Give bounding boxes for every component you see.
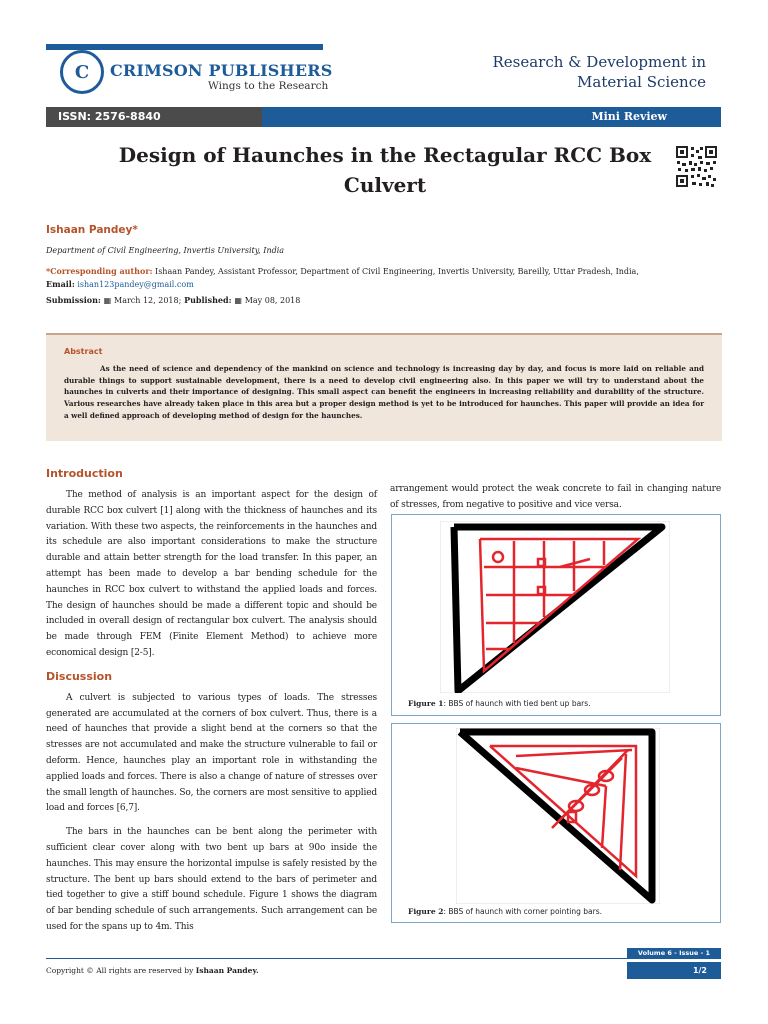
journal-name-line2: Material Science <box>577 73 706 91</box>
author-affiliation: Department of Civil Engineering, Invertis University, India <box>46 246 285 255</box>
figure-2-caption-text: : BBS of haunch with corner pointing bars. <box>443 907 603 916</box>
copyright-notice <box>46 966 259 975</box>
journal-name-line1: Research & Development in <box>492 53 706 71</box>
publisher-logo[interactable] <box>46 44 333 104</box>
figure-2-label: Figure 2 <box>408 907 444 916</box>
abstract-box <box>46 333 722 441</box>
crimson-c-icon <box>60 50 104 94</box>
left-column <box>46 467 377 936</box>
submission-date: March 12, 2018; <box>114 296 182 305</box>
right-column-text: arrangement would protect the weak concrete to fail in changing nature of stresses, from negative to positive and vice versa. <box>390 484 721 510</box>
author-name[interactable]: Ishaan Pandey* <box>46 224 138 236</box>
corr-label: *Corresponding author: <box>46 266 153 276</box>
figure-1-caption-text: : BBS of haunch with tied bent up bars. <box>443 699 591 708</box>
figure-2-diagram <box>456 728 660 904</box>
calendar-icon: ▦ <box>234 296 242 305</box>
calendar-icon: ▦ <box>103 296 112 305</box>
discussion-paragraph-1: A culvert is subjected to various types of loads. The stresses generated are accumulated at the corners of box culvert. Thus, there is a need of haunches that provide a slight bend at the corners so that the stresses are not accumulated and make the structure vulnerable to fail or deform. Hence, haunches play an important role in withstanding the applied loads and forces. There is also a change of nature of stresses over the small length of haunches. So, the corners are most sensitive to applied load and forces [6,7]. <box>46 692 377 814</box>
figure-1-caption <box>408 699 591 708</box>
journal-name <box>406 52 706 92</box>
figure-1 <box>391 514 721 716</box>
abstract-text: As the need of science and dependency of the mankind on science and technology is increasing day by day, and focus is more laid on reliable and durable things to support sustainable development, there is a need to develop civil engineering also. In this paper we will try to understand about the haunches in culverts and their importance of designing. This small aspect can benefit the engineers in increasing reliability and durability of the structure. Various researches have already taken place in this area but a proper design method is yet to be introduced for haunches. This paper will provide an idea for a well defined approach of developing method of design for the haunches. <box>64 364 704 420</box>
introduction-heading: Introduction <box>46 467 123 480</box>
published-label: Published: <box>184 295 232 305</box>
discussion-heading: Discussion <box>46 669 113 683</box>
figure-1-label: Figure 1 <box>408 699 444 708</box>
figure-1-diagram <box>440 521 670 693</box>
footer-rule <box>46 958 721 959</box>
submission-label: Submission: <box>46 295 101 305</box>
qr-code-icon[interactable] <box>675 145 718 188</box>
figure-2 <box>391 723 721 923</box>
volume-issue-badge: Volume 6 - Issue - 1 <box>627 948 721 958</box>
publisher-name: CRIMSON PUBLISHERS <box>110 61 333 80</box>
published-date: May 08, 2018 <box>244 296 301 305</box>
article-type-bar: Mini Review <box>262 107 721 127</box>
discussion-paragraph-2: The bars in the haunches can be bent along the perimeter with sufficient clear cover along with two bent up bars at 90o inside the haunches. This may ensure the horizontal impulse is safely resisted by the structure. The bent up bars should extend to the bars of perimeter and tied together to give a stiff bound schedule. Figure 1 shows the diagram of bar bending schedule of such arrangements. Such arrangement can be used for the spans up to 4m. This <box>46 827 377 932</box>
figure-2-caption <box>408 907 602 916</box>
email-label: Email: <box>46 279 75 289</box>
publisher-tagline: Wings to the Research <box>208 80 329 92</box>
article-title: Design of Haunches in the Rectagular RCC Box Culvert <box>118 143 652 197</box>
introduction-text: The method of analysis is an important aspect for the design of durable RCC box culvert [1] along with the thickness of haunches and its variation. With these two aspects, the reinforcements in the haunches and its schedule are also important considerations to make the structure durable and attain better strength for the load transfer. In this paper, an attempt has been made to develop a bar bending schedule for the haunches in RCC box culvert to withstand the applied loads and forces. The design of haunches should be made a different topic and should be included in overall design of rectangular box culvert. The analysis should be made through FEM (Finite Element Method) to achieve more economical design [2-5]. <box>46 490 377 658</box>
abstract-heading: Abstract <box>64 347 103 356</box>
logo-letter: C <box>74 61 90 83</box>
page-number: 1/2 <box>627 962 721 979</box>
email-link[interactable]: ishan123pandey@gmail.com <box>77 280 194 289</box>
publication-dates <box>46 295 300 305</box>
right-column <box>390 482 721 514</box>
copyright-text: Copyright © All rights are reserved by <box>46 966 194 975</box>
corresponding-author <box>46 265 716 291</box>
corr-text: Ishaan Pandey, Assistant Professor, Department of Civil Engineering, Invertis University, Bareilly, Uttar Pradesh, India, <box>152 267 639 276</box>
copyright-holder: Ishaan Pandey. <box>195 966 259 975</box>
issn-bar: ISSN: 2576-8840 <box>46 107 262 127</box>
